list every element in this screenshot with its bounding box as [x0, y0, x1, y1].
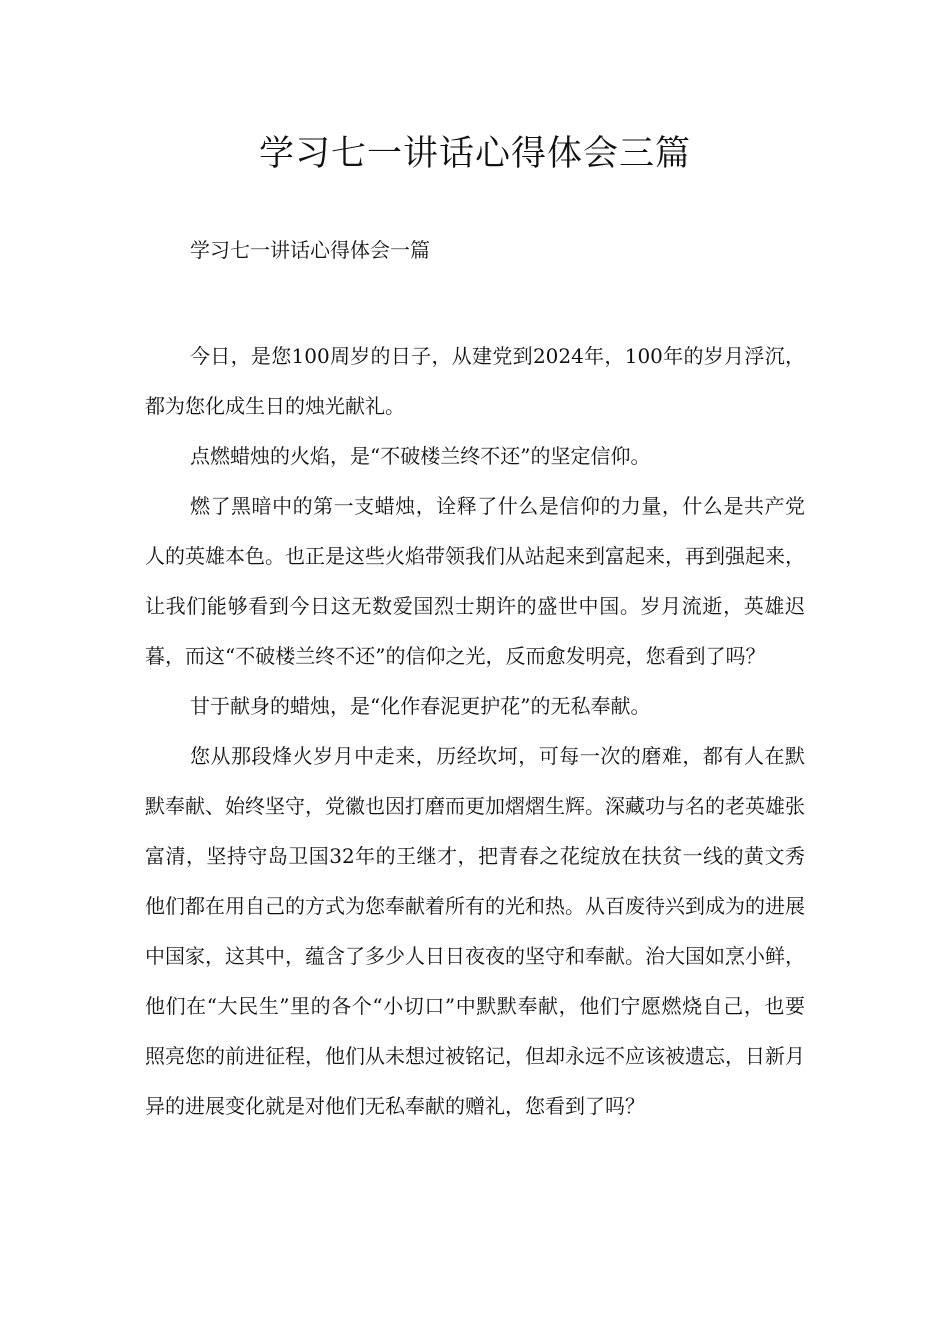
- paragraph: 今日，是您100周岁的日子，从建党到2024年，100年的岁月浮沉，都为您化成生日的烛光献礼。: [145, 344, 805, 418]
- paragraph: 燃了黑暗中的第一支蜡烛，诠释了什么是信仰的力量，什么是共产党人的英雄本色。也正是这些火焰带领我们从站起来到富起来，再到强起来，让我们能够看到今日这无数爱国烈士期许的盛世中国。岁月流逝，英雄迟暮，而这“不破楼兰终不还”的信仰之光，反而愈发明亮，您看到了吗？: [145, 494, 805, 668]
- paragraph: 甘于献身的蜡烛，是“化作春泥更护花”的无私奉献。: [190, 694, 651, 718]
- section-subheading: 学习七一讲话心得体会一篇: [190, 238, 430, 262]
- paragraph: 您从那段烽火岁月中走来，历经坎坷，可每一次的磨难，都有人在默默奉献、始终坚守，党徽也因打磨而更加熠熠生辉。深藏功与名的老英雄张富清，坚持守岛卫国32年的王继才，把青春之花绽放在扶贫一线的黄文秀他们都在用自己的方式为您奉献着所有的光和热。从百废待兴到成为的进展中国家，这其中，蕴含了多少人日日夜夜的坚守和奉献。治大国如烹小鲜，他们在“大民生”里的各个“小切口”中默默奉献，他们宁愿燃烧自己，也要照亮您的前进征程，他们从未想过被铭记，但却永远不应该被遗忘，日新月异的进展变化就是对他们无私奉献的赠礼，您看到了吗？: [145, 744, 805, 1118]
- document-body: [145, 331, 805, 1131]
- document-title: 学习七一讲话心得体会三篇: [258, 134, 691, 174]
- paragraph: 点燃蜡烛的火焰，是“不破楼兰终不还”的坚定信仰。: [190, 444, 651, 468]
